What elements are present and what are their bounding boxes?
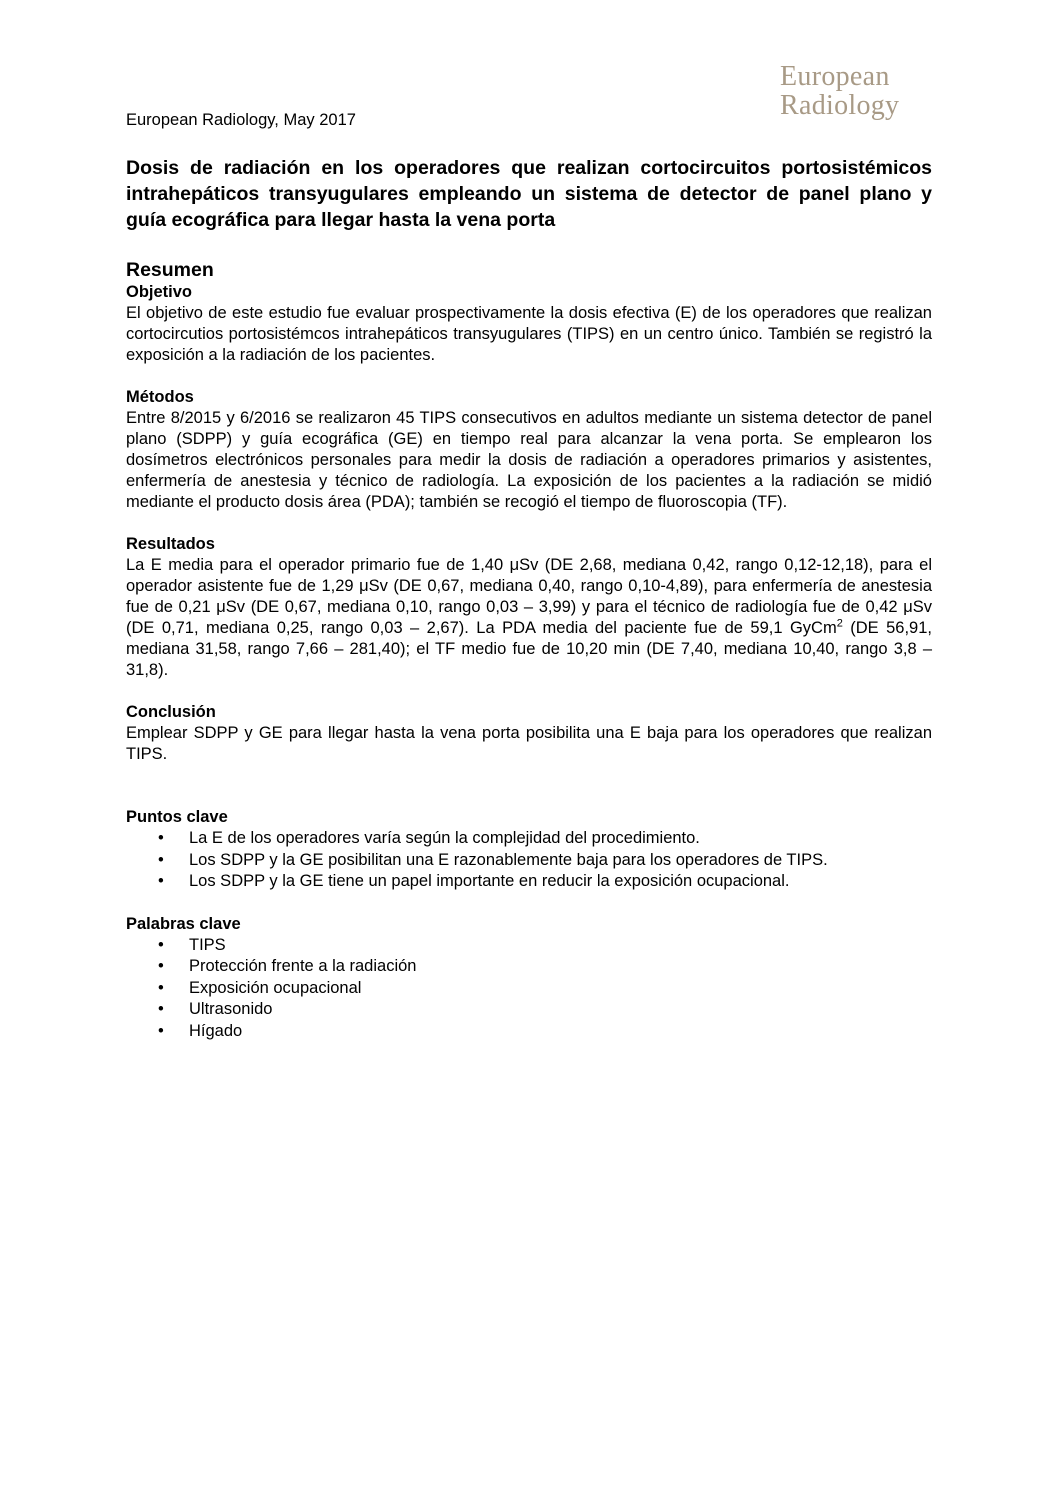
- list-item: • TIPS: [126, 935, 932, 957]
- keywords-heading: Palabras clave: [126, 914, 241, 933]
- journal-citation: European Radiology, May 2017: [126, 111, 356, 129]
- results-text-part-2: (DE 56,91, mediana 31,58, rango 7,66 – 281,40); el TF medio fue de 10,20 min (DE 7,40, mediana 10,40, rango 3,8 – 31,8).: [126, 619, 932, 679]
- results-text-part-1: La E media para el operador primario fue de 1,40 μSv (DE 2,68, mediana 0,42, rango 0,12-12,18), para el operador asistente fue de 1,29 μSv (DE 0,67, mediana 0,40, rango 0,10-4,89), para enfermería de anestesia fue de 0,21 μSv (DE 0,67, mediana 0,10, rango 0,03 – 3,99) y para el técnico de radiología fue de 0,42 μSv (DE 0,71, mediana 0,25, rango 0,03 – 2,67). La PDA media del paciente fue de 59,1 GyCm: [126, 556, 932, 637]
- section-text: Emplear SDPP y GE para llegar hasta la vena porta posibilita una E baja para los operadores que realizan TIPS.: [126, 724, 932, 763]
- list-item: • Protección frente a la radiación: [126, 956, 932, 978]
- logo-line-1: European: [780, 61, 890, 92]
- key-points-section: [126, 807, 932, 893]
- list-item: • La E de los operadores varía según la complejidad del procedimiento.: [126, 828, 932, 850]
- section-text: El objetivo de este estudio fue evaluar prospectivamente la dosis efectiva (E) de los operadores que realizan cortocircutios portosistémcos intrahepáticos transyugulares (TIPS) en un centro único. También se registró la exposición a la radiación de los pacientes.: [126, 304, 932, 364]
- section-heading: Resultados: [126, 535, 215, 553]
- section-heading: Conclusión: [126, 703, 216, 721]
- section-resultados: [126, 534, 932, 681]
- abstract-heading: Resumen: [126, 259, 214, 281]
- section-text: Entre 8/2015 y 6/2016 se realizaron 45 TIPS consecutivos en adultos mediante un sistema detector de panel plano (SDPP) y guía ecográfica (GE) en tiempo real para alcanzar la vena porta. Se emplearon los dosímetros electrónicos personales para medir la dosis de radiación a operadores primarios y asistentes, enfermería de anestesia y técnico de radiología. La exposición de los pacientes a la radiación se midió mediante el producto dosis área (PDA); también se recogió el tiempo de fluoroscopia (TF).: [126, 409, 932, 511]
- section-heading: Métodos: [126, 388, 194, 406]
- section-conclusion: [126, 702, 932, 765]
- section-objetivo: [126, 282, 932, 366]
- key-points-list: [126, 828, 932, 893]
- section-text: [126, 555, 932, 681]
- list-item: • Los SDPP y la GE posibilitan una E razonablemente baja para los operadores de TIPS.: [126, 850, 932, 872]
- list-item: • Exposición ocupacional: [126, 978, 932, 1000]
- keywords-list: [126, 935, 932, 1043]
- section-metodos: [126, 387, 932, 513]
- paper-title: Dosis de radiación en los operadores que realizan cortocircuitos portosistémicos intrahepáticos transyugulares empleando un sistema de detector de panel plano y guía ecográfica para llegar hasta la vena porta: [126, 157, 932, 231]
- keywords-section: [126, 914, 932, 1043]
- key-points-heading: Puntos clave: [126, 808, 228, 826]
- list-item: • Ultrasonido: [126, 999, 932, 1021]
- superscript: 2: [836, 617, 843, 630]
- section-heading: Objetivo: [126, 283, 193, 301]
- list-item: • Hígado: [126, 1021, 932, 1043]
- logo-line-2: Radiology: [780, 90, 900, 121]
- list-item: • Los SDPP y la GE tiene un papel importante en reducir la exposición ocupacional.: [126, 871, 932, 893]
- page-content: [126, 110, 932, 1042]
